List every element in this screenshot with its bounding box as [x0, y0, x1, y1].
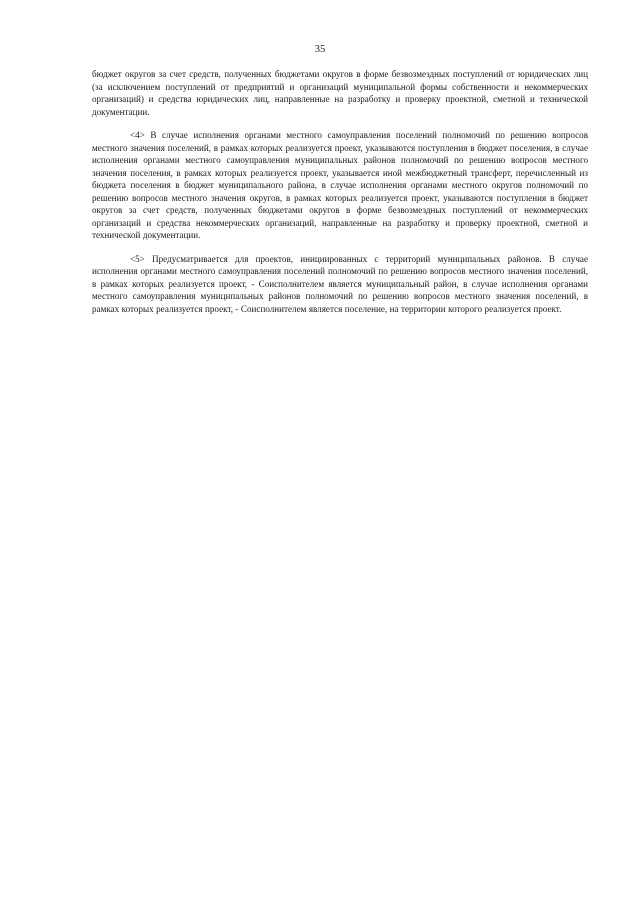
footnote-5: <5> Предусматривается для проектов, инициированных с территорий муниципальных районов. В случае исполнения органами местного самоуправления поселений полномочий по решению вопросов местного значения поселений, в рамках которых реализуется проект, - Соисполнителем является муниципальный район, в случае исполнения органами местного самоуправления муниципальных районов полномочий по решению вопросов местного значения поселений, в рамках которых реализуется проект, - Соисполнителем является поселение, на территории которого реализуется проект.: [92, 253, 588, 314]
paragraph-continuation: бюджет округов за счет средств, полученных бюджетами округов в форме безвозмездных поступлений от юридических лиц (за исключением поступлений от предприятий и организаций муниципальной формы собственности и некоммерческих организаций) и средства юридических лиц, направленные на разработку и проверку проектной, сметной и технической документации.: [92, 69, 588, 117]
footnote-4: <4> В случае исполнения органами местного самоуправления поселений полномочий по решению вопросов местного значения поселений, в рамках которых реализуется проект, указываются поступления в бюджет поселения, в случае исполнения органами местного самоуправления муниципальных районов полномочий по решению вопросов местного значения поселения, в рамках которых реализуется проект, указывается иной межбюджетный трансферт, перечисленный из бюджета поселения в бюджет муниципального района, в случае исполнения органами местного округов полномочий по решению вопросов местного значения округов, в рамках которых реализуется проект, указываются поступления в бюджет округов за счет средств, полученных бюджетами округов в форме безвозмездных поступлений от некоммерческих организаций и средства некоммерческих организаций, направленные на разработку и проверку проектной, сметной и технической документации.: [92, 130, 588, 240]
document-body: [92, 68, 588, 326]
page-number: 35: [314, 44, 326, 55]
